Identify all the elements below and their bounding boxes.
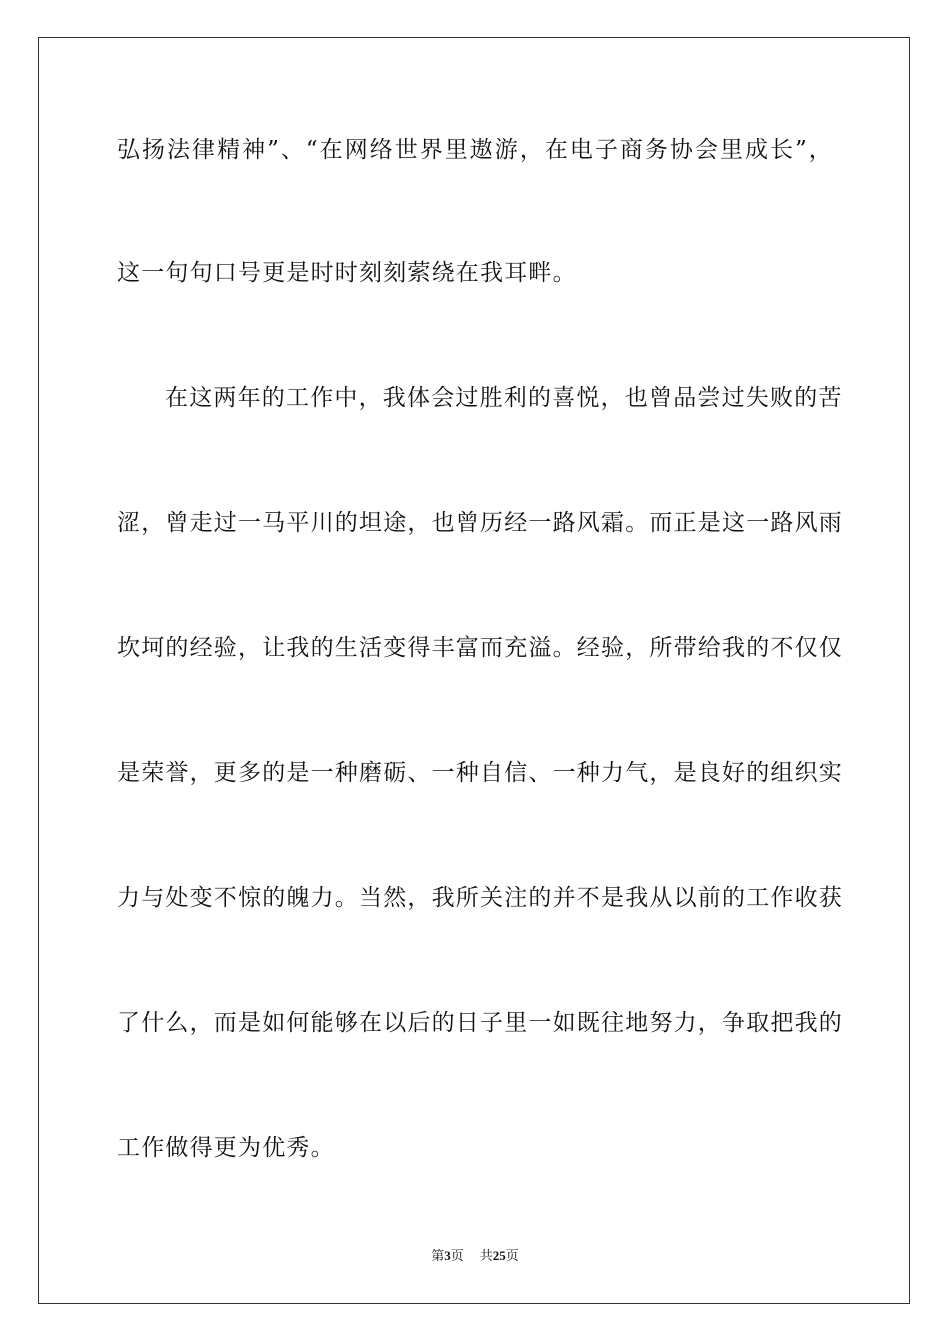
text-line-8: 了什么，而是如何能够在以后的日子里一如既往地努力，争取把我的 (117, 1010, 843, 1036)
text-line-5: 坎坷的经验，让我的生活变得丰富而充溢。经验，所带给我的不仅仅 (117, 635, 843, 661)
text-line-2: 这一句句口号更是时时刻刻萦绕在我耳畔。 (117, 260, 577, 286)
text-line-3: 在这两年的工作中，我体会过胜利的喜悦，也曾品尝过失败的苦 (165, 385, 843, 411)
page-border (38, 37, 910, 1304)
total-suffix: 页 (505, 1249, 519, 1264)
text-line-7: 力与处变不惊的魄力。当然，我所关注的并不是我从以前的工作收获 (117, 885, 843, 911)
page-prefix: 第 (431, 1249, 445, 1264)
total-prefix: 共 (479, 1249, 493, 1264)
text-line-9: 工作做得更为优秀。 (117, 1135, 335, 1161)
text-line-4: 涩，曾走过一马平川的坦途，也曾历经一路风霜。而正是这一路风雨 (117, 510, 843, 536)
page-number: 3 (444, 1248, 451, 1263)
page-suffix: 页 (450, 1249, 464, 1264)
text-line-6: 是荣誉，更多的是一种磨砺、一种自信、一种力气，是良好的组织实 (117, 760, 843, 786)
text-line-1: 弘扬法律精神”、“在网络世界里遨游，在电子商务协会里成长”， (117, 137, 833, 163)
page-footer (0, 1247, 950, 1266)
total-pages: 25 (492, 1248, 506, 1263)
